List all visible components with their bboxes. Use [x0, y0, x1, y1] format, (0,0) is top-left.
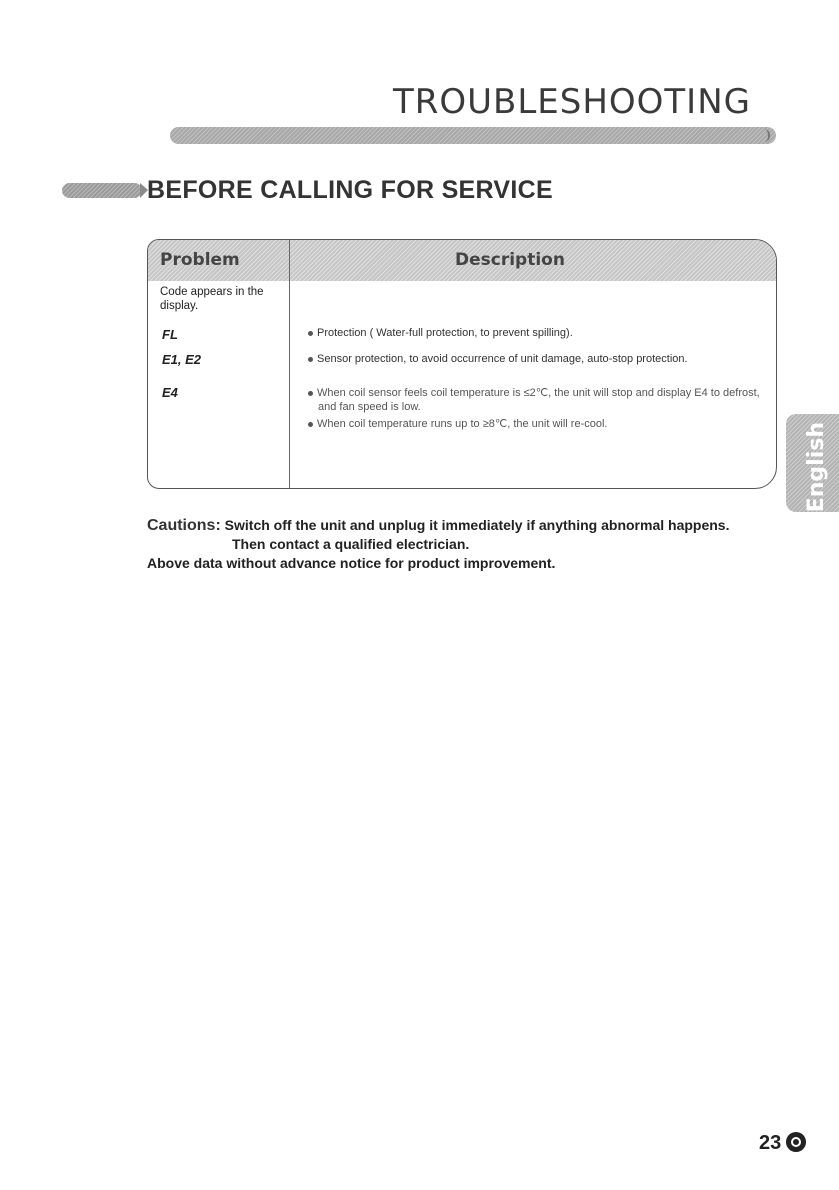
title-bar-cap — [763, 129, 770, 142]
cautions-line-2: Then contact a qualified electrician. — [232, 536, 470, 552]
language-tab-label: English — [804, 422, 829, 513]
title-decor-bar — [170, 127, 776, 144]
desc-e4-3-text: When coil temperature runs up to ≥8℃, the unit will re-cool. — [317, 418, 608, 430]
bullet-icon — [308, 391, 313, 396]
desc-fl-text: Protection ( Water-full protection, to prevent spilling). — [317, 327, 573, 339]
header-description: Description — [455, 250, 565, 270]
desc-e1-e2 — [308, 353, 688, 365]
header-problem: Problem — [160, 250, 240, 270]
page-number: 23 — [759, 1132, 782, 1154]
column-divider — [289, 240, 290, 488]
bullet-icon — [308, 357, 313, 362]
bullet-icon — [308, 331, 313, 336]
cautions-label: Cautions: — [147, 517, 221, 534]
desc-e4-1 — [308, 386, 760, 399]
section-heading: BEFORE CALLING FOR SERVICE — [147, 176, 553, 204]
bullet-icon — [308, 422, 313, 427]
code-e4: E4 — [162, 385, 178, 400]
page-title: TROUBLESHOOTING — [392, 82, 751, 122]
cautions-text-1: Switch off the unit and unplug it immediately if anything abnormal happens. — [224, 517, 730, 533]
desc-e1-e2-text: Sensor protection, to avoid occurrence of unit damage, auto-stop protection. — [317, 353, 688, 365]
cautions-line-1 — [147, 516, 729, 535]
cautions-block — [147, 516, 729, 573]
table-intro: Code appears in the display. — [160, 286, 264, 312]
cautions-line-3: Above data without advance notice for product improvement. — [147, 555, 556, 571]
language-tab — [786, 414, 839, 512]
lg-logo-icon — [786, 1132, 806, 1152]
section-arrow-icon — [62, 183, 142, 198]
code-e1-e2: E1, E2 — [162, 352, 202, 367]
desc-e4-3 — [308, 417, 607, 430]
desc-fl — [308, 327, 573, 339]
desc-e4-2: and fan speed is low. — [318, 401, 421, 413]
troubleshooting-table — [147, 239, 777, 489]
code-fl: FL — [162, 327, 178, 342]
desc-e4-1-text: When coil sensor feels coil temperature is ≤2℃, the unit will stop and display E4 to defrost, — [317, 387, 760, 399]
